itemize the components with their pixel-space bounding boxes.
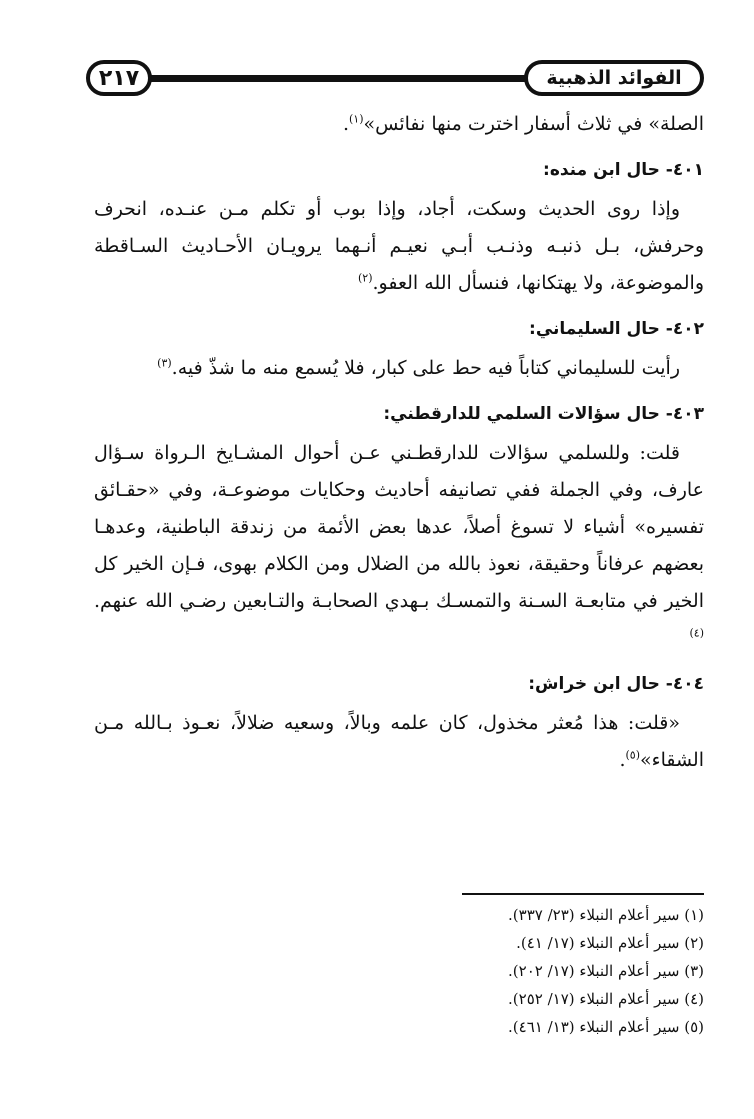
- footnotes: [330, 901, 704, 1041]
- section-heading: ٤٠١- حال ابن منده:: [543, 160, 704, 180]
- section-paragraph: وإذا روى الحديث وسكت، أجاد، وإذا بوب أو تكلم مـن عنـده، انحرف وحرفش، بـل ذنبـه وذنـب أبـي نعيـم أنـهما يرويـان الأحـاديث السـاقطة والموضوعة، ولا يهتكانها، فنسأل الله العفو.$^{(٢)}$: [94, 198, 704, 294]
- section-paragraph: «قلت: هذا مُعثر مخذول، كان علمه وبالاً، وسعيه ضلالاً، نعـوذ بـالله مـن الشقاء»$^{(٥)}$.: [94, 712, 704, 771]
- footnote-ref: (٥): [625, 748, 641, 762]
- footnote-ref: (٤): [689, 626, 704, 640]
- footnote: (١) سير أعلام النبلاء (٢٣/ ٣٣٧).: [508, 906, 704, 924]
- footnote: (٢) سير أعلام النبلاء (١٧/ ٤١).: [516, 934, 704, 952]
- section-heading: ٤٠٢- حال السليماني:: [529, 319, 704, 339]
- footnote: (٤) سير أعلام النبلاء (١٧/ ٢٥٢).: [508, 990, 704, 1008]
- page-number: ٢١٧: [86, 60, 152, 96]
- main-text: [94, 106, 704, 779]
- footnote-ref: (١): [348, 112, 364, 126]
- section-paragraph: رأيت للسليماني كتاباً فيه حط على كبار، فلا يُسمع منه ما شذّ فيه.$^{(٣)}$: [157, 356, 680, 379]
- footnote-ref: (٢): [357, 271, 373, 285]
- book-title: الفوائد الذهبية: [524, 60, 704, 96]
- section-paragraph: قلت: وللسلمي سؤالات للدارقطـني عـن أحوال المشـايخ الـرواة سـؤال عارف، وفي الجملة ففي تصانيفه أحاديث وحكايات موضوعـة، وفي «حقـائق تفسيره» أشياء لا تسوغ أصلاً، عدها بعض الأئمة من زندقة الباطنية، وعدهـا بعضهم عرفاناً وحقيقة، نعوذ بالله من الضلال ومن الكلام بهوى، فـإن الخير كل الخير في متابعـة السـنة والتمسـك بـهدي الصحابـة والتـابعين رضـي الله عنهم.$^{(٤)}$: [94, 442, 704, 640]
- continuation-paragraph: الصلة» في ثلاث أسفار اخترت منها نفائس»$^{(١)}$.: [342, 112, 704, 135]
- footnote: (٥) سير أعلام النبلاء (١٣/ ٤٦١).: [508, 1018, 704, 1036]
- header-rule: [146, 75, 528, 82]
- footnote-separator: [462, 893, 704, 895]
- section-heading: ٤٠٤- حال ابن خراش:: [528, 674, 704, 694]
- footnote-ref: (٣): [157, 356, 172, 370]
- section-heading: ٤٠٣- حال سؤالات السلمي للدارقطني:: [383, 404, 704, 424]
- running-header: [86, 58, 704, 102]
- footnote: (٣) سير أعلام النبلاء (١٧/ ٢٠٢).: [508, 962, 704, 980]
